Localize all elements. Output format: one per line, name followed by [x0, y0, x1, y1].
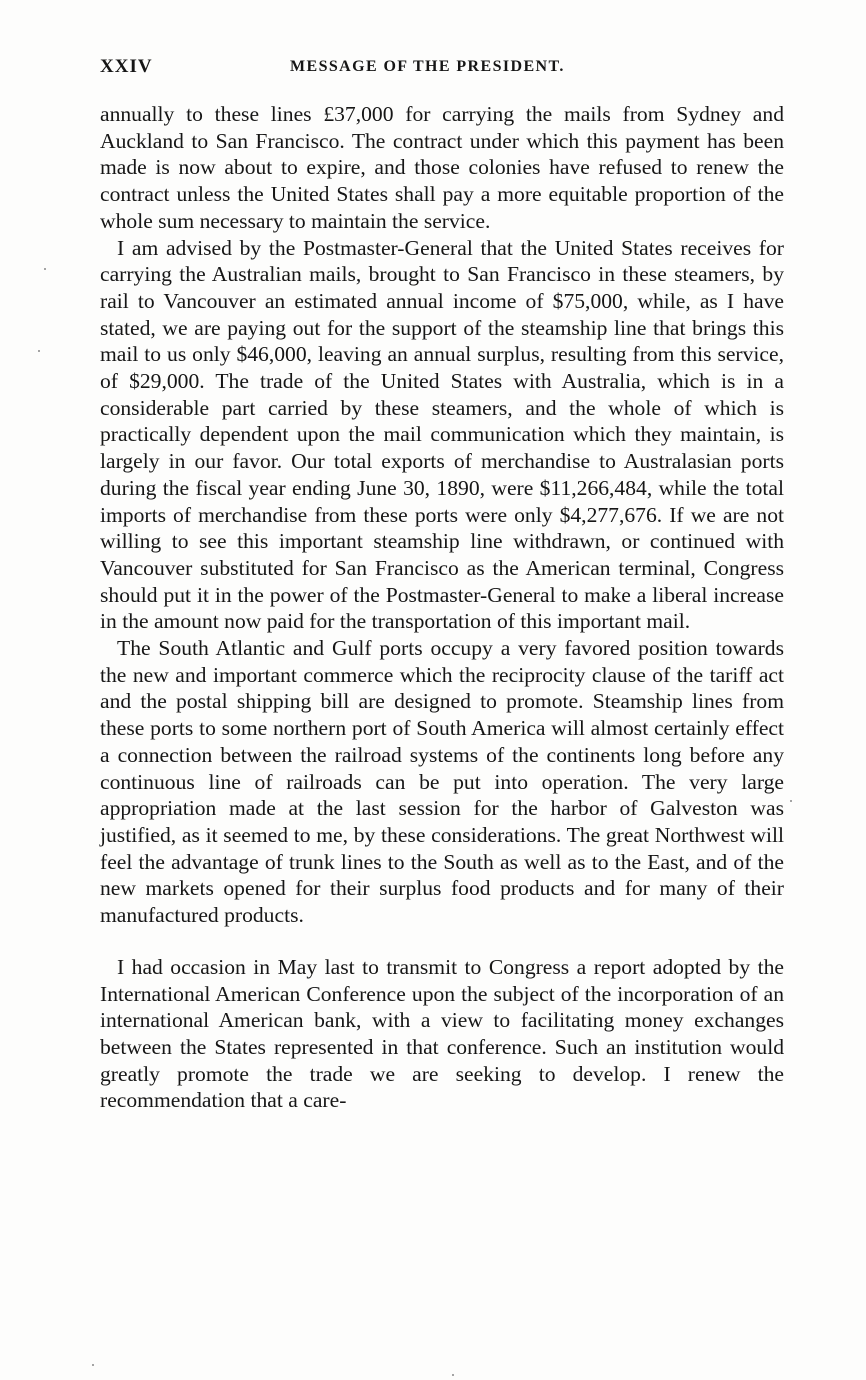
- paragraph-continued: annually to these lines £37,000 for carrying the mails from Sydney and Auckland to San Francisco. The contract under which this payment has been made is now about to expire, and those colonies have refused to renew the contract unless the United States shall pay a more equitable proportion of the whole sum necessary to maintain the service.: [100, 102, 784, 233]
- paper-speck: [44, 268, 46, 270]
- paper-speck: [452, 1374, 454, 1376]
- page-header: [100, 56, 784, 86]
- paper-speck: [92, 1364, 94, 1366]
- paper-speck: [790, 800, 792, 802]
- paragraph-south-atlantic: The South Atlantic and Gulf ports occupy a very favored position towards the new and important commerce which the reciprocity clause of the tariff act and the postal shipping bill are designed to promote. Steamship lines from these ports to some northern port of South America will almost certainly effect a connection between the railroad systems of the continents long before any continuous line of railroads can be put into operation. The very large appropriation made at the last session for the harbor of Galveston was justified, as it seemed to me, by these considerations. The great Northwest will feel the advantage of trunk lines to the South as well as to the East, and of the new markets opened for their surplus food products and for many of their manufactured products.: [100, 636, 784, 928]
- paragraph-postmaster: I am advised by the Postmaster-General that the United States receives for carrying the Australian mails, brought to San Francisco in these steamers, by rail to Vancouver an estimated annual income of $75,000, while, as I have stated, we are paying out for the support of the steamship line that brings this mail to us only $46,000, leaving an annual surplus, resulting from this service, of $29,000. The trade of the United States with Australia, which is in a considerable part carried by these steamers, and the whole of which is practically dependent upon the mail communication which they maintain, is largely in our favor. Our total exports of merchandise to Australasian ports during the fiscal year ending June 30, 1890, were $11,266,484, while the total imports of merchandise from these ports were only $4,277,676. If we are not willing to see this important steamship line withdrawn, or continued with Vancouver substituted for San Francisco as the American terminal, Congress should put it in the power of the Postmaster-General to make a liberal increase in the amount now paid for the transportation of this important mail.: [100, 235, 784, 634]
- paragraph-american-bank: I had occasion in May last to transmit to Congress a report adopted by the International American Conference upon the subject of the incorporation of an international American bank, with a view to facilitating money exchanges between the States represented in that conference. Such an institution would greatly promote the trade we are seeking to develop. I renew the recommendation that a care-: [100, 954, 784, 1113]
- running-title: MESSAGE OF THE PRESIDENT.: [290, 58, 565, 75]
- paper-speck: [38, 350, 40, 352]
- body-text: [100, 101, 784, 1114]
- page-number: XXIV: [100, 56, 153, 77]
